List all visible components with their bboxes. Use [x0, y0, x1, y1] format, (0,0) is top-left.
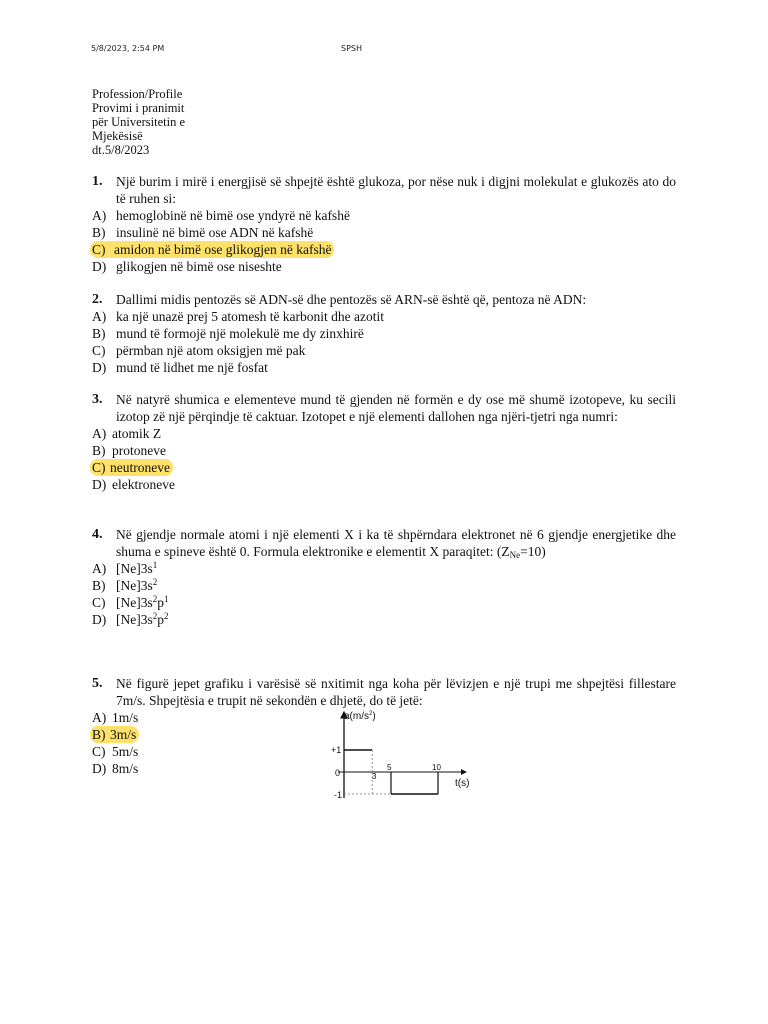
- profile-block: [92, 87, 185, 157]
- question-text: Në natyrë shumica e elementeve mund të gjenden në formën e dy ose më shumë izotopeve, ku secili izotop zë një përqindje të caktuar. Izotopet e një elementi dallohen nga njëri-tjetri nga numri:: [116, 392, 676, 424]
- question-stem: [92, 391, 676, 425]
- question-number: 5.: [92, 676, 103, 691]
- option-letter: D): [92, 360, 107, 375]
- option-letter: A): [92, 426, 107, 441]
- option-d[interactable]: [92, 476, 676, 493]
- option-b[interactable]: [92, 224, 676, 241]
- tick-label-x-3: 3: [372, 772, 377, 781]
- option-text: mund të lidhet me një fosfat: [116, 360, 268, 375]
- profile-line: Mjekësisë: [92, 129, 143, 143]
- tick-label-x-5: 5: [387, 763, 392, 772]
- answer-highlight: [90, 726, 139, 743]
- tick-label-y-neg: -1: [334, 790, 343, 800]
- question-4: [92, 526, 676, 628]
- option-letter: C): [92, 242, 106, 257]
- option-text: mund të formojë një molekulë me dy zinxhirë: [116, 326, 364, 341]
- question-2: [92, 291, 676, 376]
- option-text: 3m/s: [110, 727, 137, 742]
- option-text: amidon në bimë ose glikogjen në kafshë: [114, 242, 332, 257]
- profile-line: për Universitetin e: [92, 115, 186, 129]
- option-text: përmban një atom oksigjen më pak: [116, 343, 306, 358]
- tick-label-y-zero: 0: [335, 768, 341, 778]
- answer-highlight: [90, 241, 334, 258]
- option-formula: $[Ne]3s^2$: [116, 577, 158, 593]
- option-c[interactable]: [92, 342, 676, 359]
- question-text: Në gjendje normale atomi i një elementi X i ka të shpërndara elektronet në 6 gjendje energjetike dhe shuma e spineve është 0. Formula elektronike e elementit X paraqitet:: [116, 527, 676, 559]
- option-letter: C): [92, 343, 106, 358]
- option-formula: $[Ne]3s^2p^2$: [116, 611, 169, 627]
- option-letter: C): [92, 744, 106, 759]
- profile-date: dt.5/8/2023: [92, 143, 150, 157]
- question-stem: [92, 173, 676, 207]
- option-a[interactable]: [92, 308, 676, 325]
- option-text: insulinë në bimë ose ADN në kafshë: [116, 225, 314, 240]
- option-b[interactable]: [92, 577, 676, 594]
- option-letter: B): [92, 326, 106, 341]
- option-letter: D): [92, 477, 107, 492]
- profile-line: Profession/Profile: [92, 87, 183, 101]
- question-number: 1.: [92, 174, 103, 189]
- question-1: [92, 173, 676, 275]
- option-text: 8m/s: [112, 761, 139, 776]
- question-text: Në figurë jepet grafiku i varësisë së nxitimit nga koha për lëvizjen e një trupi me shpejtësi fillestare 7m/s. Shpejtësia e trupit në sekondën e dhjetë, do të jetë:: [116, 676, 676, 708]
- y-axis-label: $a(m/s^2)$: [344, 711, 376, 722]
- question-number: 2.: [92, 292, 103, 307]
- graph-svg: [328, 706, 478, 801]
- option-a[interactable]: [92, 207, 676, 224]
- print-datetime: 5/8/2023, 2:54 PM: [91, 44, 165, 53]
- option-letter: C): [92, 460, 106, 475]
- option-letter: A): [92, 208, 107, 223]
- question-3: [92, 391, 676, 493]
- profile-line: Provimi i pranimit: [92, 101, 185, 115]
- option-d[interactable]: [92, 359, 676, 376]
- question-stem: [92, 291, 676, 308]
- question-number: 4.: [92, 527, 103, 542]
- option-letter: B): [92, 727, 106, 742]
- option-letter: B): [92, 225, 106, 240]
- option-d[interactable]: [92, 258, 676, 275]
- option-text: glikogjen në bimë ose niseshte: [116, 259, 282, 274]
- option-letter: D): [92, 259, 107, 274]
- option-letter: D): [92, 612, 107, 627]
- option-formula: $[Ne]3s^1$: [116, 560, 158, 576]
- option-a[interactable]: [92, 425, 676, 442]
- question-number: 3.: [92, 392, 103, 407]
- option-text: protoneve: [112, 443, 166, 458]
- x-axis-label: t(s): [455, 778, 470, 789]
- question-stem: [92, 675, 676, 709]
- option-letter: A): [92, 309, 107, 324]
- print-title: SPSH: [341, 44, 362, 53]
- option-text: elektroneve: [112, 477, 175, 492]
- option-b[interactable]: [92, 325, 676, 342]
- option-c-highlighted[interactable]: [92, 241, 676, 258]
- option-letter: A): [92, 710, 107, 725]
- option-letter: D): [92, 761, 107, 776]
- option-b[interactable]: [92, 442, 676, 459]
- option-c-highlighted[interactable]: [92, 459, 676, 476]
- acceleration-time-graph: [328, 706, 478, 801]
- option-text: neutroneve: [110, 460, 170, 475]
- option-text: hemoglobinë në bimë ose yndyrë në kafshë: [116, 208, 350, 223]
- option-text: ka një unazë prej 5 atomesh të karbonit dhe azotit: [116, 309, 385, 324]
- option-letter: B): [92, 578, 106, 593]
- option-a[interactable]: [92, 560, 676, 577]
- question-stem: [92, 526, 676, 560]
- option-text: 1m/s: [112, 710, 139, 725]
- option-d[interactable]: [92, 611, 676, 628]
- answer-highlight: [90, 459, 173, 476]
- question-text-block: [116, 526, 676, 560]
- option-text: 5m/s: [112, 744, 139, 759]
- option-c[interactable]: [92, 594, 676, 611]
- question-text-tail: $(Z_{Ne}=10)$: [496, 544, 546, 560]
- option-letter: C): [92, 595, 106, 610]
- question-text: Dallimi midis pentozës së ADN-së dhe pentozës së ARN-së është që, pentoza në ADN:: [116, 292, 587, 307]
- option-letter: A): [92, 561, 107, 576]
- option-formula: $[Ne]3s^2p^1$: [116, 594, 169, 610]
- tick-label-y-pos: +1: [331, 745, 342, 755]
- option-text: atomik Z: [112, 426, 162, 441]
- option-letter: B): [92, 443, 106, 458]
- tick-label-x-10: 10: [432, 763, 441, 772]
- question-text: Një burim i mirë i energjisë së shpejtë është glukoza, por nëse nuk i digjni molekulat e glukozës ato do të ruhen si:: [116, 174, 676, 206]
